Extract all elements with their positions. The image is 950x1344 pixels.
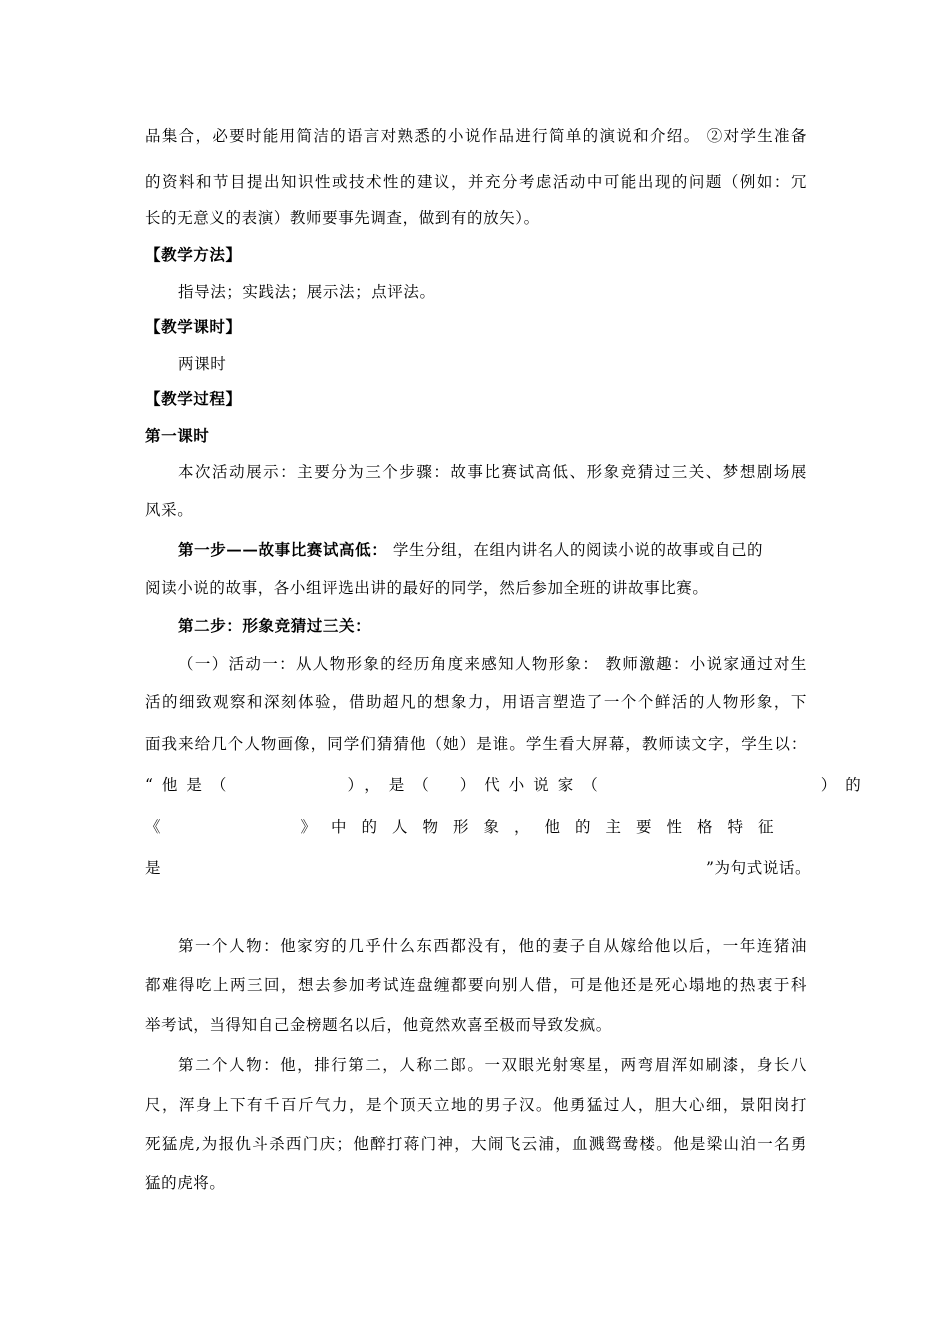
paragraph-line: （一）活动一：从人物形象的经历角度来感知人物形象： 教师激趣：小说家通过对生 [178,655,807,673]
paragraph-line: 都难得吃上两三回，想去参加考试连盘缠都要向别人借，可是他还是死心塌地的热衷于科 [145,976,807,994]
fill-text: ）代小说家（ [459,776,607,794]
step1-line [178,540,807,560]
fill-text: “他是（ [145,776,236,794]
fill-blank-line-3-end: ”为句式说话。 [706,859,812,877]
paragraph-line: 长的无意义的表演）教师要事先调查，做到有的放矢）。 [145,209,540,227]
fill-blank-line-3-start: 是 [145,859,162,877]
fill-text: 《 [145,818,176,836]
section-heading-process: 【教学过程】 [145,389,242,408]
paragraph-line: 死猛虎,为报仇斗杀西门庆；他醉打蒋门神，大闹飞云浦，血溅鸳鸯楼。他是梁山泊一名勇 [145,1135,807,1153]
paragraph-line: 第一个人物：他家穷的几乎什么东西都没有，他的妻子自从嫁给他以后，一年连猪油 [178,937,807,955]
step1-title: 第一步——故事比赛试高低： [178,540,388,559]
paragraph-line: 尺，浑身上下有千百斤气力，是个顶天立地的男子汉。他勇猛过人，胆大心细，景阳岗打 [145,1096,807,1114]
paragraph-line: 阅读小说的故事，各小组评选出讲的最好的同学，然后参加全班的讲故事比赛。 [145,579,709,597]
hours-text: 两课时 [178,355,227,373]
paragraph-line: 面我来给几个人物画像，同学们猜猜他（她）是谁。学生看大屏幕，教师读文字，学生以： [145,735,807,753]
section-heading-method: 【教学方法】 [145,245,242,264]
step1-text: 学生分组，在组内讲名人的阅读小说的故事或自己的 [387,541,764,559]
method-text: 指导法；实践法；展示法；点评法。 [178,283,436,301]
lesson-heading: 第一课时 [145,426,210,445]
paragraph-line: 活的细致观察和深刻体验，借助超凡的想象力，用语言塑造了一个个鲜活的人物形象，下 [145,693,807,711]
paragraph-line: 第二个人物：他，排行第二，人称二郎。一双眼光射寒星，两弯眉浑如刷漆，身长八 [178,1056,807,1074]
step2-title: 第二步：形象竞猜过三关： [178,616,372,635]
paragraph-line: 的资料和节目提出知识性或技术性的建议，并充分考虑活动中可能出现的问题（例如：冗 [145,173,807,191]
fill-blank-line-2 [145,817,807,837]
paragraph-line: 风采。 [145,501,194,519]
fill-text: 》中的人物形象，他的主要性格特征 [300,818,789,836]
paragraph-line: 猛的虎将。 [145,1174,226,1192]
section-heading-hours: 【教学课时】 [145,317,242,336]
paragraph-line: 本次活动展示：主要分为三个步骤：故事比赛试高低、形象竞猜过三关、梦想剧场展 [178,463,807,481]
paragraph-line: 品集合，必要时能用简洁的语言对熟悉的小说作品进行简单的演说和介绍。 ②对学生准备 [145,127,807,145]
fill-text: ），是（ [347,776,438,794]
fill-text: ）的 [820,776,870,794]
fill-blank-line-1 [145,775,870,795]
paragraph-line: 举考试，当得知自己金榜题名以后，他竟然欢喜至极而导致发疯。 [145,1016,612,1034]
